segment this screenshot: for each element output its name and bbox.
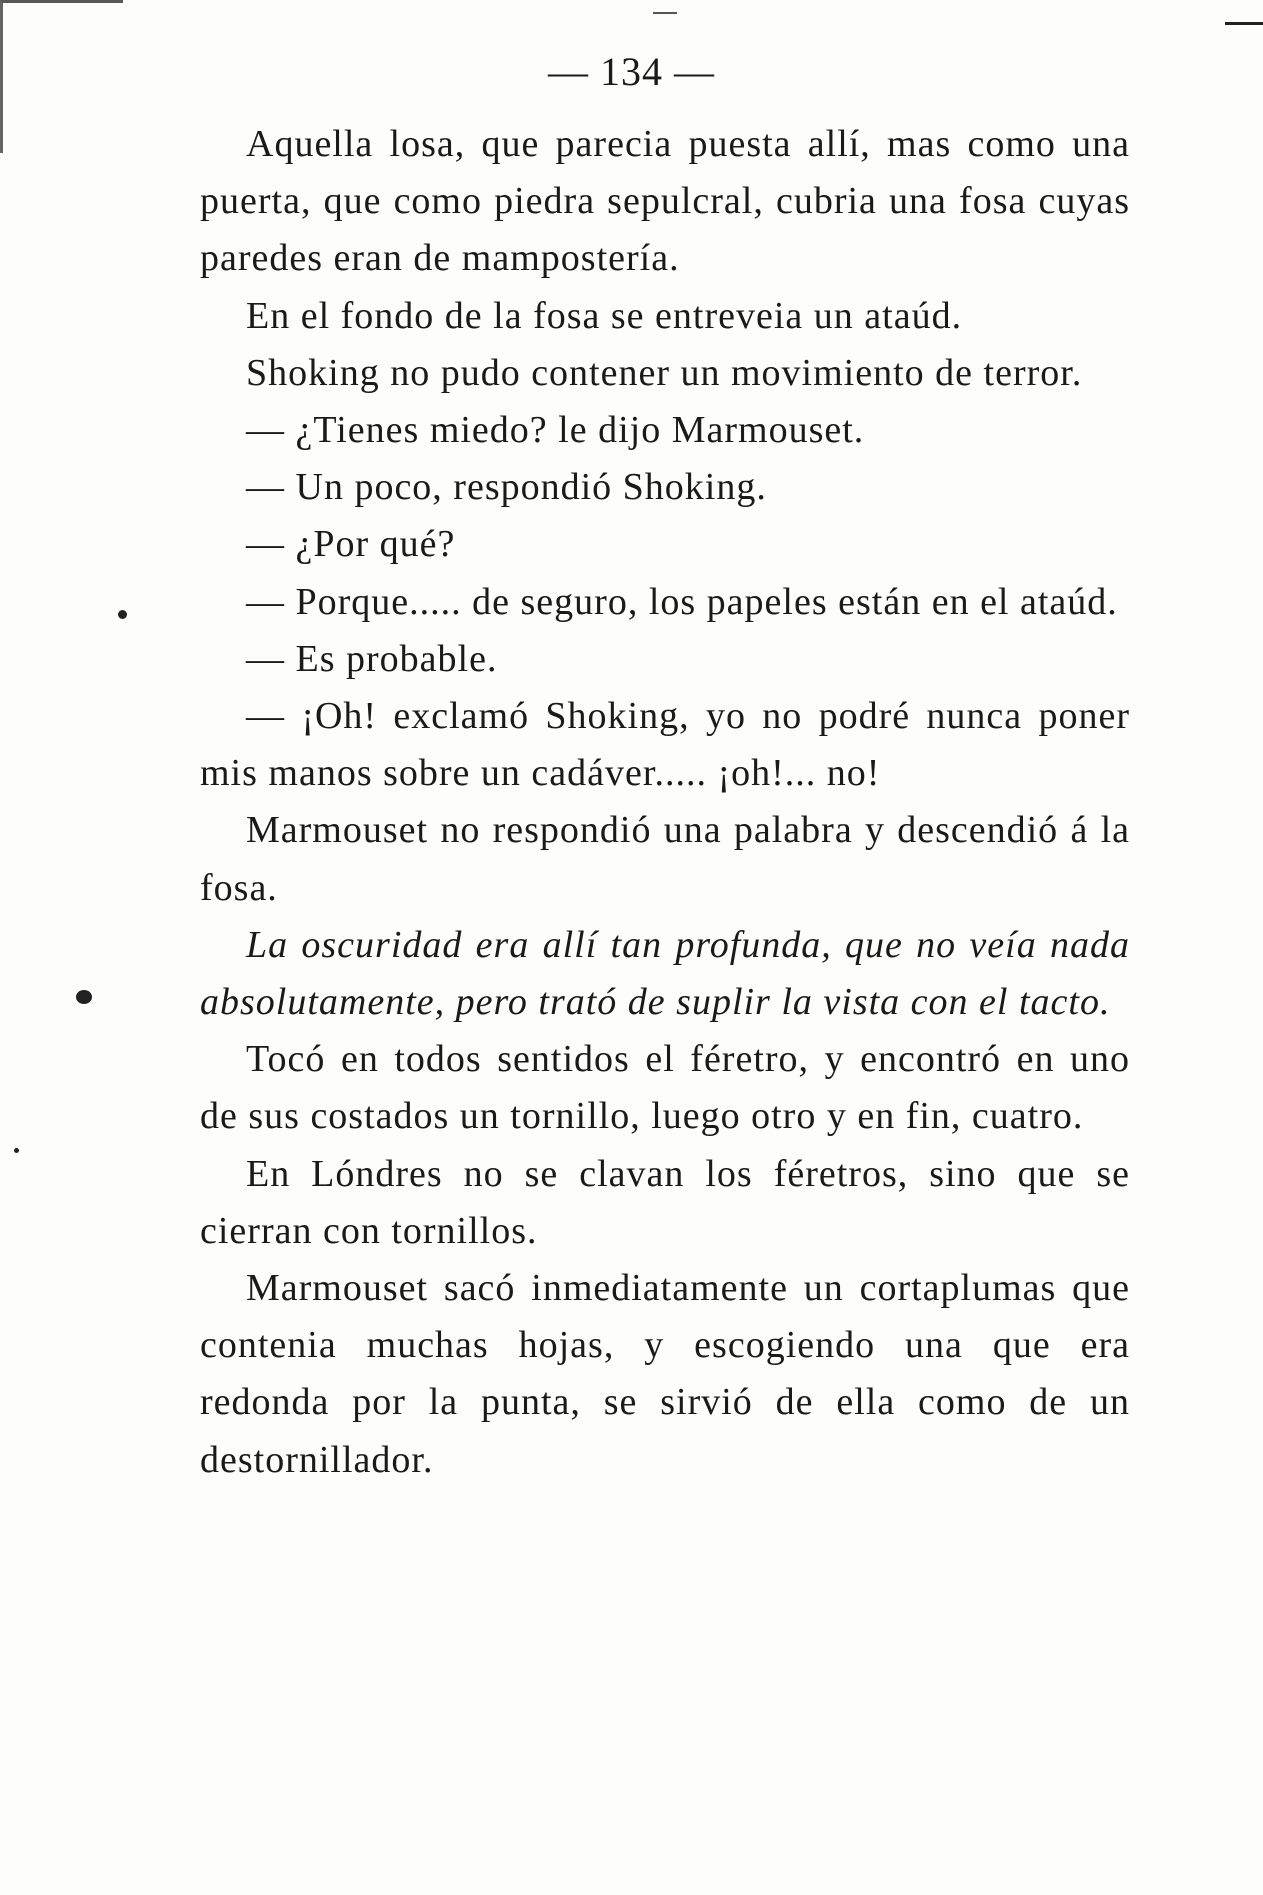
paragraph: Marmouset sacó inmediatamente un cortaplumas que contenia muchas hojas, y escogiendo una que era redonda por la punta, se sirvió de ella como de un destornillador.: [200, 1267, 1130, 1481]
body-text: [200, 116, 1130, 1489]
paragraph: Marmouset no respondió una palabra y descendió á la fosa.: [200, 809, 1130, 909]
dialogue-line: — Un poco, respondió Shoking.: [246, 466, 767, 509]
paragraph: Shoking no pudo contener un movimiento de terror.: [246, 351, 1083, 394]
dialogue-line: — ¡Oh! exclamó Shoking, yo no podré nunca poner mis manos sobre un cadáver..... ¡oh!... no!: [200, 695, 1130, 795]
paragraph: Aquella losa, que parecia puesta allí, mas como una puerta, que como piedra sepulcral, cubria una fosa cuyas paredes eran de mampostería.: [200, 123, 1130, 280]
paragraph: En Lóndres no se clavan los féretros, sino que se cierran con tornillos.: [200, 1152, 1130, 1252]
scan-top-dash: [653, 12, 677, 14]
ink-speck: [76, 990, 92, 1004]
paragraph: En el fondo de la fosa se entreveia un ataúd.: [246, 294, 963, 337]
ink-speck: [14, 1148, 19, 1153]
ink-speck: [118, 610, 127, 619]
dialogue-line: — ¿Por qué?: [246, 523, 456, 566]
dialogue-line: — Porque..... de seguro, los papeles están en el ataúd.: [246, 580, 1118, 623]
dialogue-line: — ¿Tienes miedo? le dijo Marmouset.: [246, 409, 865, 452]
paragraph: Tocó en todos sentidos el féretro, y encontró en uno de sus costados un tornillo, luego otro y en fin, cuatro.: [200, 1038, 1130, 1138]
scan-edge-dash: [1225, 22, 1263, 25]
dialogue-line: — Es probable.: [246, 637, 498, 680]
italic-paragraph: La oscuridad era allí tan profunda, que no veía nada absolutamente, pero trató de suplir la vista con el tacto.: [200, 923, 1130, 1024]
page-number: — 134 —: [548, 49, 715, 94]
